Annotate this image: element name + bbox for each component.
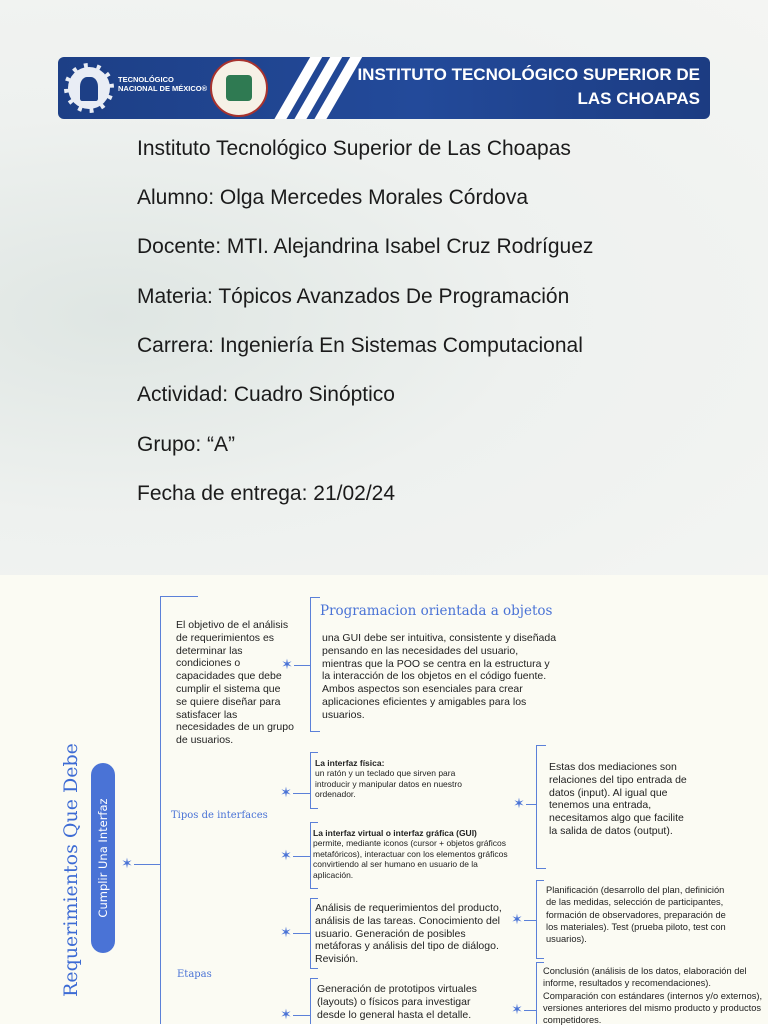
- poo-text: una GUI debe ser intuitiva, consistente y diseñada pensando en las necesidades del usuario, mientras que la POO se centra en la estructura y la interacción de los objetos en el código fuente. Ambos aspectos son esenciales para crear aplicaciones eficientes y amigables para los usuarios.: [322, 632, 557, 721]
- brace-tick: [310, 888, 318, 889]
- brace-tick: [310, 731, 320, 732]
- seal-logo-icon: [210, 59, 268, 117]
- star-icon: ✶: [280, 925, 292, 941]
- physical-interface: [315, 758, 490, 800]
- brace-tick: [536, 962, 544, 963]
- planning-text: Planificación (desarrollo del plan, definición de las medidas, selección de participantes, formación de observadores, preparación de los materiales). Test (prueba piloto, test con usuarios).: [546, 885, 726, 945]
- brace-tick: [310, 978, 318, 979]
- brace-tick: [536, 868, 546, 869]
- brace-tick: [536, 880, 544, 881]
- cover-date: Fecha de entrega: 21/02/24: [137, 482, 396, 505]
- physical-title: La interfaz física:: [315, 758, 385, 768]
- cover-student: Alumno: Olga Mercedes Morales Córdova: [137, 186, 529, 209]
- brace-tick: [160, 596, 198, 597]
- brace-tick: [310, 822, 318, 823]
- main-brace: [160, 596, 161, 1024]
- brace-line: [536, 745, 537, 869]
- brace-line: [310, 822, 311, 888]
- connector-line: [293, 856, 310, 857]
- cover-teacher: Docente: MTI. Alejandrina Isabel Cruz Rodríguez: [137, 235, 594, 258]
- connector-line: [294, 665, 310, 666]
- star-icon: ✶: [511, 912, 523, 928]
- brace-line: [310, 978, 311, 1024]
- connector-line: [293, 1015, 310, 1016]
- brace-tick: [310, 597, 320, 598]
- star-icon: ✶: [280, 785, 292, 801]
- star-icon: ✶: [280, 848, 292, 864]
- star-icon: ✶: [280, 1007, 292, 1023]
- cover-group: Grupo: “A”: [137, 433, 236, 456]
- cover-career: Carrera: Ingeniería En Sistemas Computacional: [137, 334, 583, 357]
- cover-subject: Materia: Tópicos Avanzados De Programación: [137, 285, 570, 308]
- brace-tick: [310, 808, 318, 809]
- brace-tick: [536, 958, 544, 959]
- stages-label: Etapas: [177, 969, 212, 980]
- brace-tick: [536, 745, 546, 746]
- virtual-interface: [313, 828, 518, 880]
- brace-line: [536, 880, 537, 958]
- brace-tick: [310, 752, 318, 753]
- connector-line: [293, 933, 310, 934]
- mediations-text: Estas dos mediaciones son relaciones del tipo entrada de datos (input). Al igual que tenemos una entrada, necesitamos algo que facilite la salida de datos (output).: [549, 761, 687, 837]
- connector-line: [293, 793, 310, 794]
- poo-title: Programacion orientada a objetos: [320, 603, 553, 619]
- star-icon: ✶: [281, 657, 293, 673]
- stage2-text: Generación de prototipos virtuales (layouts) o físicos para investigar desde lo general hasta el detalle.: [317, 983, 477, 1021]
- physical-text: un ratón y un teclado que sirven para introducir y manipular datos en nuestro ordenador.: [315, 768, 462, 800]
- institute-banner: [58, 57, 710, 119]
- star-icon: ✶: [511, 1002, 523, 1018]
- virtual-title: La interfaz virtual o interfaz gráfica (GUI): [313, 828, 477, 838]
- objective-text: El objetivo de el análisis de requerimientos es determinar las condiciones o capacidades que debe cumplir el sistema que se quiere diseñar para satisfacer las necesidades de un grupo de usuarios.: [176, 619, 294, 747]
- brace-tick: [310, 898, 318, 899]
- gear-logo-icon: [64, 63, 114, 113]
- connector-line: [526, 804, 536, 805]
- banner-title: INSTITUTO TECNOLÓGICO SUPERIOR DE LAS CHOAPAS: [357, 65, 700, 108]
- tnm-logo-text: TECNOLÓGICO NACIONAL DE MÉXICO®: [118, 75, 208, 93]
- cover-institution: Instituto Tecnológico Superior de Las Choapas: [137, 137, 571, 160]
- brace-line: [310, 752, 311, 808]
- connector-line: [524, 1010, 536, 1011]
- brace-line: [310, 898, 311, 968]
- brace-line: [310, 597, 311, 732]
- types-label: Tipos de interfaces: [171, 810, 268, 821]
- conclusion-text: Conclusión (análisis de los datos, elaboración del informe, resultados y recomendaciones). Comparación con estándares (internos y/o externos), versiones anteriores del mismo producto y productos competidores.: [543, 966, 763, 1026]
- chart-main-title: Requerimientos Que Debe: [60, 743, 82, 997]
- connector-line: [524, 920, 536, 921]
- connector-line: [134, 864, 160, 865]
- star-icon: ✶: [513, 796, 525, 812]
- cover-activity: Actividad: Cuadro Sinóptico: [137, 383, 395, 406]
- brace-line: [536, 962, 537, 1024]
- virtual-text: permite, mediante iconos (cursor + objetos gráficos metafóricos), interactuar con los elementos gráficos convirtiendo al ser humano en usuario de la aplicación.: [313, 838, 508, 880]
- star-icon: ✶: [121, 856, 133, 872]
- brace-tick: [310, 968, 318, 969]
- chart-subtitle-pill: Cumplir Una Interfaz: [91, 763, 115, 953]
- stage1-text: Análisis de requerimientos del producto, análisis de las tareas. Conocimiento del usuario. Generación de posibles metáforas y análisis del tipo de diálogo. Revisión.: [315, 902, 502, 966]
